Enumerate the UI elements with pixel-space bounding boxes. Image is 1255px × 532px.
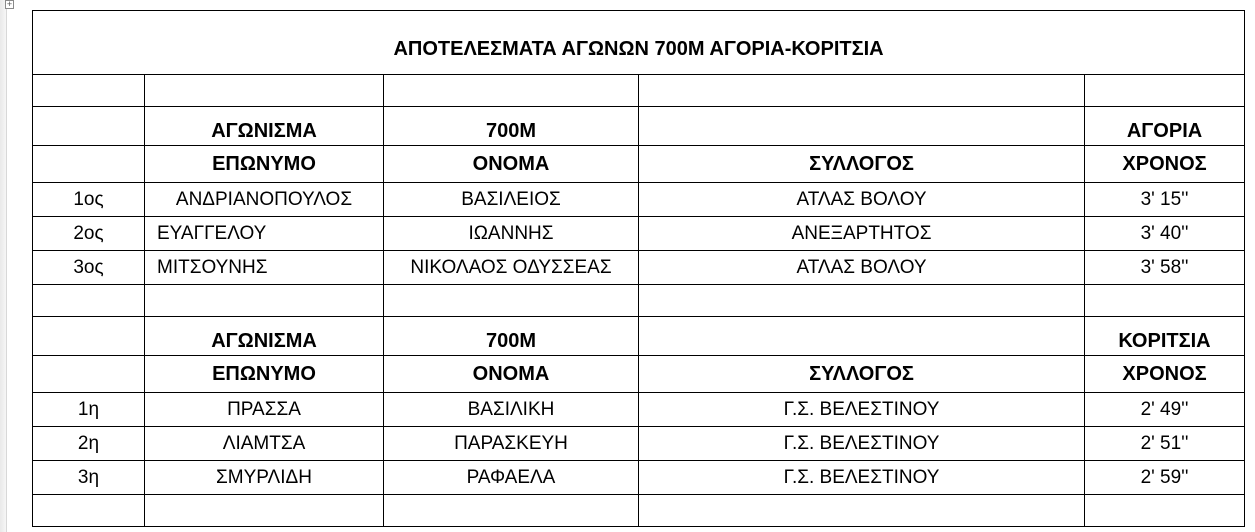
name-cell: ΒΑΣΙΛΙΚΗ: [384, 393, 639, 427]
column-header-time: ΧΡΟΝΟΣ: [1085, 146, 1245, 183]
girls-header-row: [33, 356, 1245, 393]
table-row: [33, 251, 1245, 285]
table-row: [33, 427, 1245, 461]
surname-cell: ΛΙΑΜΤΣΑ: [145, 427, 384, 461]
place-cell: 3η: [33, 461, 145, 495]
table-row: [33, 393, 1245, 427]
surname-cell: ΠΡΑΣΣΑ: [145, 393, 384, 427]
column-header-surname: ΕΠΩΝΥΜΟ: [145, 356, 384, 393]
time-cell: 3' 40'': [1085, 217, 1245, 251]
column-header-time: ΧΡΟΝΟΣ: [1085, 356, 1245, 393]
surname-cell: ΣΜΥΡΛΙΔΗ: [145, 461, 384, 495]
blank-row: [33, 285, 1245, 317]
club-cell: ΑΤΛΑΣ ΒΟΛΟΥ: [639, 183, 1085, 217]
event-label: ΑΓΩΝΙΣΜΑ: [145, 317, 384, 356]
blank-row: [33, 495, 1245, 527]
results-table: [32, 10, 1245, 527]
column-header-name: ΟΝΟΜΑ: [384, 146, 639, 183]
time-cell: 3' 15'': [1085, 183, 1245, 217]
time-cell: 3' 58'': [1085, 251, 1245, 285]
place-cell: 1η: [33, 393, 145, 427]
place-cell: 1ος: [33, 183, 145, 217]
club-cell: Γ.Σ. ΒΕΛΕΣΤΙΝΟΥ: [639, 461, 1085, 495]
name-cell: ΒΑΣΙΛΕΙΟΣ: [384, 183, 639, 217]
table-row: [33, 217, 1245, 251]
place-cell: 3ος: [33, 251, 145, 285]
table-row: [33, 183, 1245, 217]
surname-cell: ΕΥΑΓΓΕΛΟΥ: [145, 217, 384, 251]
event-distance: 700Μ: [384, 317, 639, 356]
boys-event-row: [33, 107, 1245, 146]
column-header-name: ΟΝΟΜΑ: [384, 356, 639, 393]
event-category: ΚΟΡΙΤΣΙΑ: [1085, 317, 1245, 356]
table-move-handle-icon[interactable]: +: [6, 0, 13, 9]
name-cell: ΡΑΦΑΕΛΑ: [384, 461, 639, 495]
club-cell: ΑΤΛΑΣ ΒΟΛΟΥ: [639, 251, 1085, 285]
results-title: ΑΠΟΤΕΛΕΣΜΑΤΑ ΑΓΩΝΩΝ 700Μ ΑΓΟΡΙΑ-ΚΟΡΙΤΣΙΑ: [33, 11, 1245, 75]
club-cell: Γ.Σ. ΒΕΛΕΣΤΙΝΟΥ: [639, 393, 1085, 427]
girls-event-row: [33, 317, 1245, 356]
surname-cell: ΜΙΤΣΟΥΝΗΣ: [145, 251, 384, 285]
surname-cell: ΑΝΔΡΙΑΝΟΠΟΥΛΟΣ: [145, 183, 384, 217]
title-row: [33, 11, 1245, 75]
column-header-club: ΣΥΛΛΟΓΟΣ: [639, 146, 1085, 183]
club-cell: Γ.Σ. ΒΕΛΕΣΤΙΝΟΥ: [639, 427, 1085, 461]
club-cell: ΑΝΕΞΑΡΤΗΤΟΣ: [639, 217, 1085, 251]
name-cell: ΙΩΑΝΝΗΣ: [384, 217, 639, 251]
event-distance: 700Μ: [384, 107, 639, 146]
time-cell: 2' 51'': [1085, 427, 1245, 461]
name-cell: ΝΙΚΟΛΑΟΣ ΟΔΥΣΣΕΑΣ: [384, 251, 639, 285]
event-category: ΑΓΟΡΙΑ: [1085, 107, 1245, 146]
page-margin: [0, 0, 7, 532]
table-row: [33, 461, 1245, 495]
time-cell: 2' 59'': [1085, 461, 1245, 495]
time-cell: 2' 49'': [1085, 393, 1245, 427]
blank-row: [33, 75, 1245, 107]
column-header-surname: ΕΠΩΝΥΜΟ: [145, 146, 384, 183]
name-cell: ΠΑΡΑΣΚΕΥΗ: [384, 427, 639, 461]
event-label: ΑΓΩΝΙΣΜΑ: [145, 107, 384, 146]
boys-header-row: [33, 146, 1245, 183]
column-header-club: ΣΥΛΛΟΓΟΣ: [639, 356, 1085, 393]
place-cell: 2ος: [33, 217, 145, 251]
place-cell: 2η: [33, 427, 145, 461]
